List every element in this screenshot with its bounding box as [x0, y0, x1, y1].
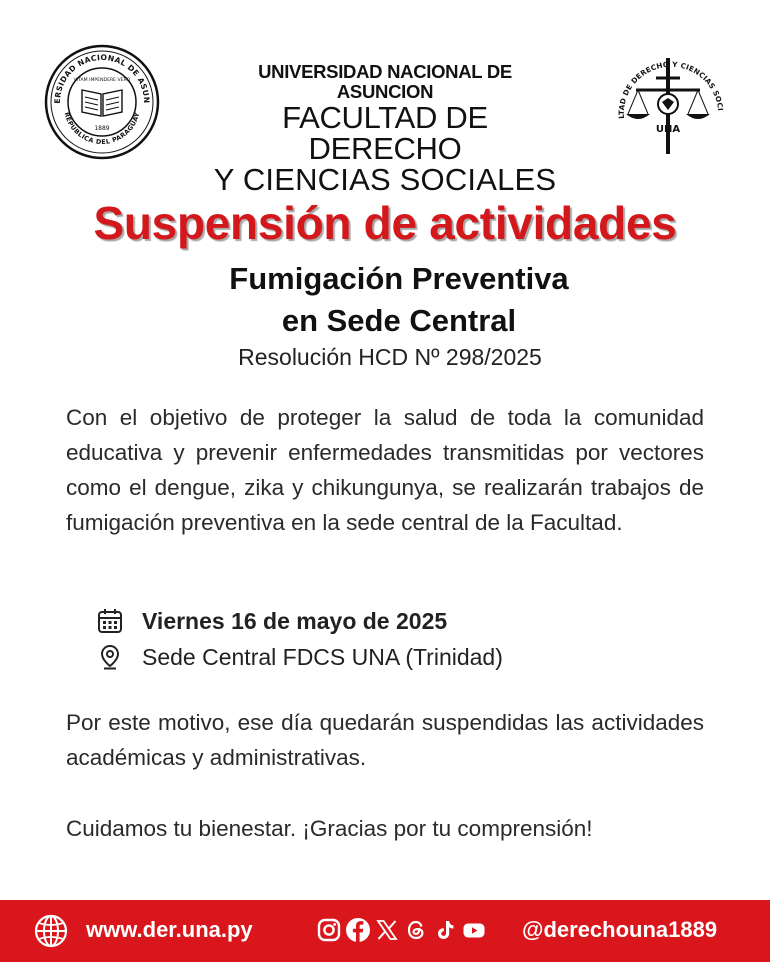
- subtitle-line1: Fumigación Preventiva: [229, 261, 569, 296]
- website-link[interactable]: www.der.una.py: [86, 917, 253, 942]
- faculty-seal-logo: [606, 40, 730, 158]
- closing-message: Cuidamos tu bienestar. ¡Gracias por tu comprensión!: [66, 816, 593, 841]
- resolution-number: Resolución HCD Nº 298/2025: [238, 344, 542, 370]
- calendar-icon: [96, 607, 124, 635]
- social-handle[interactable]: @derechouna1889: [522, 917, 718, 942]
- event-date: Viernes 16 de mayo de 2025: [142, 607, 448, 634]
- institution-header: [210, 62, 560, 195]
- seal-motto: VITAM IMPENDERE VERO: [73, 78, 131, 83]
- announcement-subtitle: [0, 258, 770, 342]
- event-place-row: [96, 639, 503, 675]
- faculty-name-line1: FACULTAD DE DERECHO: [282, 100, 488, 166]
- event-place: Sede Central FDCS UNA (Trinidad): [142, 643, 503, 670]
- seal-ring-bottom-text: REPUBLICA DEL PARAGUAY: [62, 111, 142, 147]
- seal-arc-text: LTAD DE DERECHO Y CIENCIAS SOCI: [616, 59, 726, 120]
- instagram-icon[interactable]: [316, 916, 342, 944]
- seal-monogram: UNA: [655, 124, 681, 135]
- location-pin-icon: [96, 643, 124, 671]
- threads-icon[interactable]: [403, 916, 429, 944]
- seal-year: 1889: [94, 125, 110, 132]
- university-seal-logo: [44, 44, 160, 160]
- announcement-title: Suspensión de actividades: [93, 197, 677, 249]
- social-icons: [316, 916, 490, 944]
- globe-icon: [34, 914, 68, 948]
- seal-ring-text: ERSIDAD NACIONAL DE ASUN: [52, 52, 152, 104]
- x-icon[interactable]: [374, 916, 400, 944]
- youtube-icon[interactable]: [461, 916, 487, 944]
- purpose-paragraph: Con el objetivo de proteger la salud de toda la comunidad educativa y prevenir enfermedades transmitidas por vectores como el dengue, zika y chikungunya, se realizarán trabajos de fumigación preventiva en la sede central de la Facultad.: [66, 405, 704, 535]
- faculty-name-line2: Y CIENCIAS SOCIALES: [213, 162, 557, 197]
- suspension-paragraph: Por este motivo, ese día quedarán suspendidas las actividades académicas y administrativas.: [66, 710, 704, 770]
- subtitle-line2: en Sede Central: [281, 303, 517, 338]
- event-date-row: [96, 603, 447, 639]
- tiktok-icon[interactable]: [432, 916, 458, 944]
- footer-bar: [0, 900, 770, 962]
- facebook-icon[interactable]: [345, 916, 371, 944]
- university-name: UNIVERSIDAD NACIONAL DE ASUNCION: [258, 61, 512, 102]
